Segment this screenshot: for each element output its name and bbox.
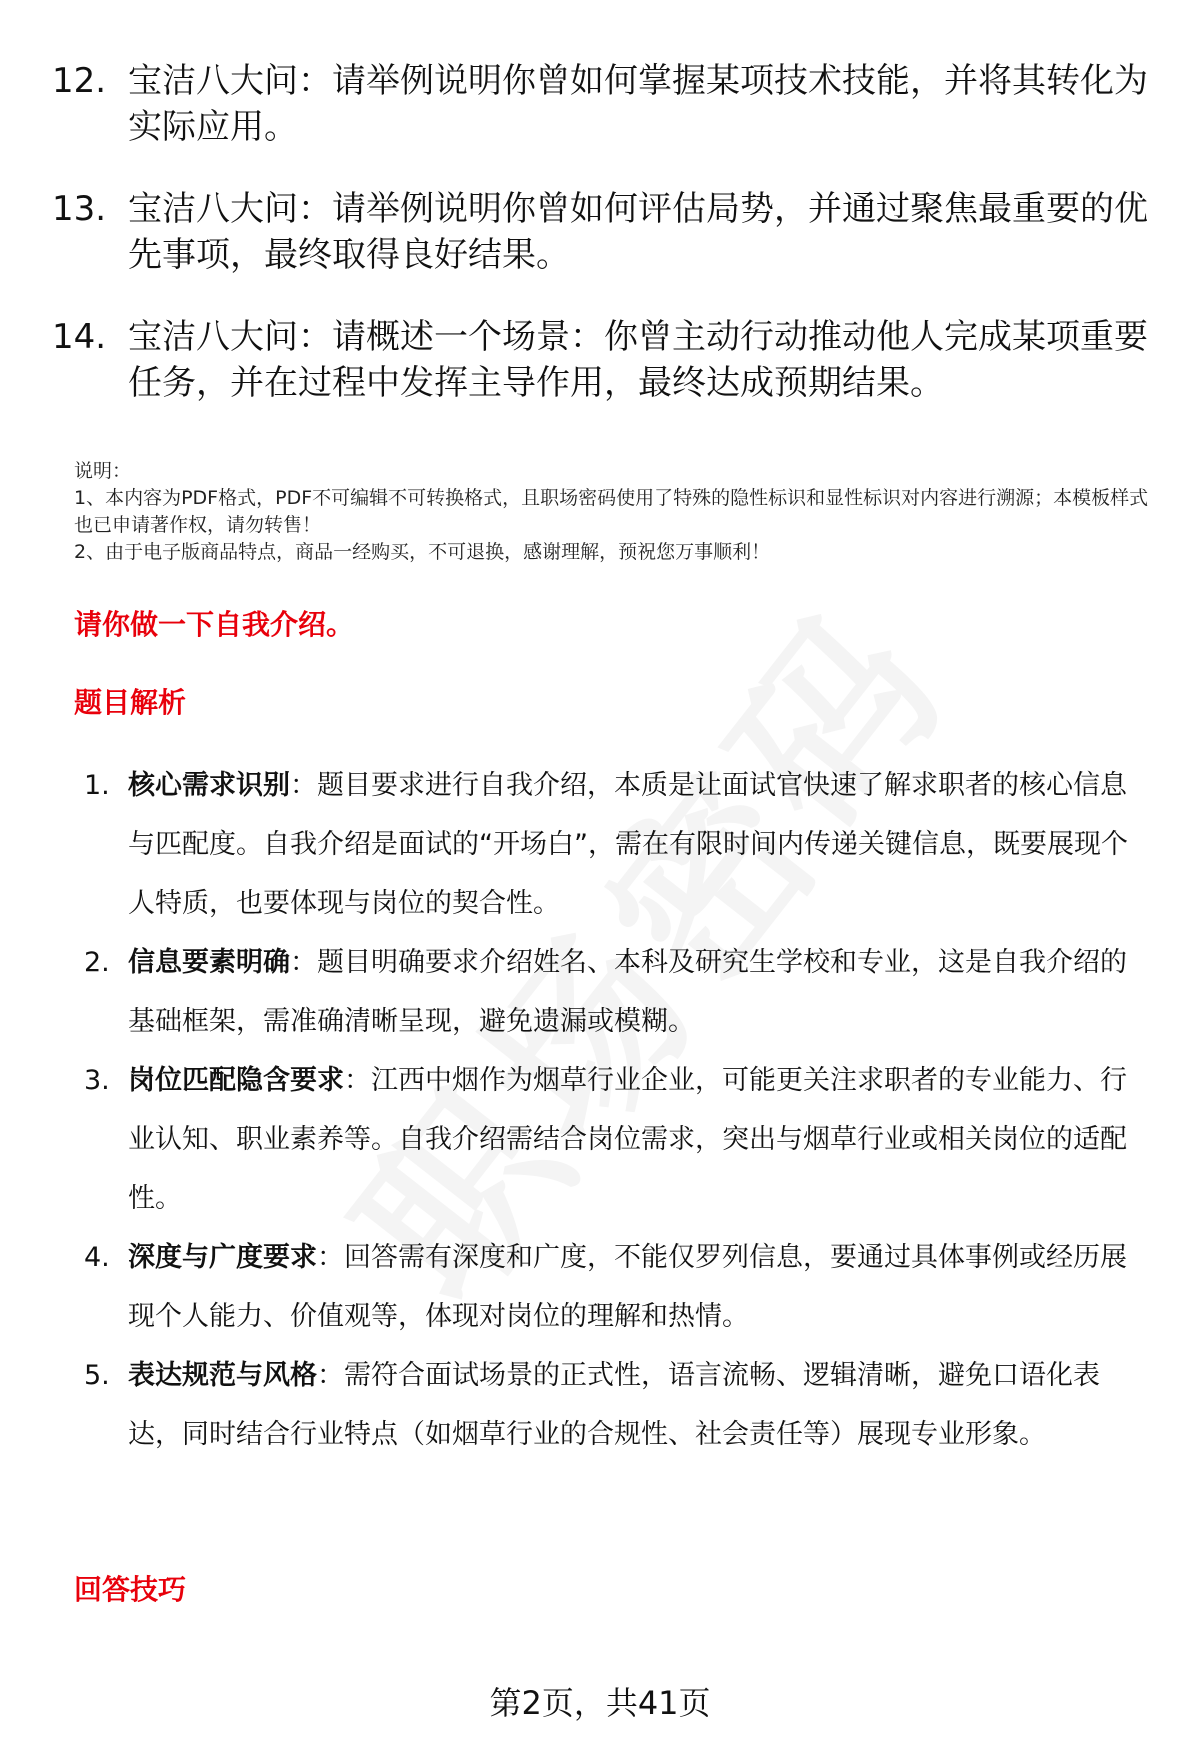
analysis-body bbox=[128, 1051, 1144, 1228]
question-item bbox=[52, 58, 1152, 150]
analysis-text: ：题目明确要求介绍姓名、本科及研究生学校和专业，这是自我介绍的基础框架，需准确清晰呈现，避免遗漏或模糊。 bbox=[128, 947, 1127, 1037]
notice-line-1: 1、本内容为PDF格式，PDF不可编辑不可转换格式，且职场密码使用了特殊的隐性标识和显性标识对内容进行溯源；本模板样式也已申请著作权，请勿转售！ bbox=[74, 487, 1149, 536]
analysis-list bbox=[84, 756, 1144, 1464]
notice-title: 说明： bbox=[74, 460, 132, 482]
question-list bbox=[52, 58, 1152, 442]
analysis-heading: 题目解析 bbox=[74, 686, 187, 719]
analysis-item bbox=[84, 1051, 1144, 1228]
analysis-item bbox=[84, 933, 1144, 1051]
question-item bbox=[52, 314, 1152, 406]
analysis-number: 1. bbox=[84, 770, 110, 801]
page-number: 第2页，共41页 bbox=[489, 1684, 711, 1722]
analysis-number: 2. bbox=[84, 947, 110, 978]
analysis-text: ：题目要求进行自我介绍，本质是让面试官快速了解求职者的核心信息与匹配度。自我介绍是面试的“开场白”，需在有限时间内传递关键信息，既要展现个人特质，也要体现与岗位的契合性。 bbox=[128, 770, 1128, 919]
analysis-text: ：需符合面试场景的正式性，语言流畅、逻辑清晰，避免口语化表达，同时结合行业特点（如烟草行业的合规性、社会责任等）展现专业形象。 bbox=[128, 1360, 1100, 1450]
analysis-number: 4. bbox=[84, 1242, 110, 1273]
analysis-text: ：江西中烟作为烟草行业企业，可能更关注求职者的专业能力、行业认知、职业素养等。自我介绍需结合岗位需求，突出与烟草行业或相关岗位的适配性。 bbox=[128, 1065, 1127, 1214]
tips-heading: 回答技巧 bbox=[74, 1573, 187, 1606]
analysis-number: 5. bbox=[84, 1360, 110, 1391]
analysis-item bbox=[84, 756, 1144, 933]
analysis-body bbox=[128, 756, 1144, 933]
question-heading: 请你做一下自我介绍。 bbox=[74, 608, 355, 641]
question-number: 14. bbox=[52, 317, 107, 357]
analysis-title: 深度与广度要求 bbox=[128, 1242, 317, 1273]
analysis-number: 3. bbox=[84, 1065, 110, 1096]
question-number: 13. bbox=[52, 189, 107, 229]
notice-block bbox=[74, 458, 1154, 566]
analysis-title: 信息要素明确 bbox=[128, 947, 290, 978]
analysis-text: ：回答需有深度和广度，不能仅罗列信息，要通过具体事例或经历展现个人能力、价值观等，体现对岗位的理解和热情。 bbox=[128, 1242, 1127, 1332]
question-text: 宝洁八大问：请概述一个场景：你曾主动行动推动他人完成某项重要任务，并在过程中发挥主导作用，最终达成预期结果。 bbox=[128, 317, 1148, 403]
notice-line-2: 2、由于电子版商品特点，商品一经购买，不可退换，感谢理解，预祝您万事顺利！ bbox=[74, 541, 771, 563]
analysis-item bbox=[84, 1228, 1144, 1346]
question-text: 宝洁八大问：请举例说明你曾如何掌握某项技术技能，并将其转化为实际应用。 bbox=[128, 61, 1148, 147]
analysis-title: 表达规范与风格 bbox=[128, 1360, 317, 1391]
question-item bbox=[52, 186, 1152, 278]
analysis-title: 岗位匹配隐含要求 bbox=[128, 1065, 344, 1096]
question-text: 宝洁八大问：请举例说明你曾如何评估局势，并通过聚焦最重要的优先事项，最终取得良好结果。 bbox=[128, 189, 1148, 275]
analysis-body bbox=[128, 1228, 1144, 1346]
analysis-body bbox=[128, 933, 1144, 1051]
question-number: 12. bbox=[52, 61, 107, 101]
analysis-item bbox=[84, 1346, 1144, 1464]
analysis-body bbox=[128, 1346, 1144, 1464]
analysis-title: 核心需求识别 bbox=[128, 770, 290, 801]
